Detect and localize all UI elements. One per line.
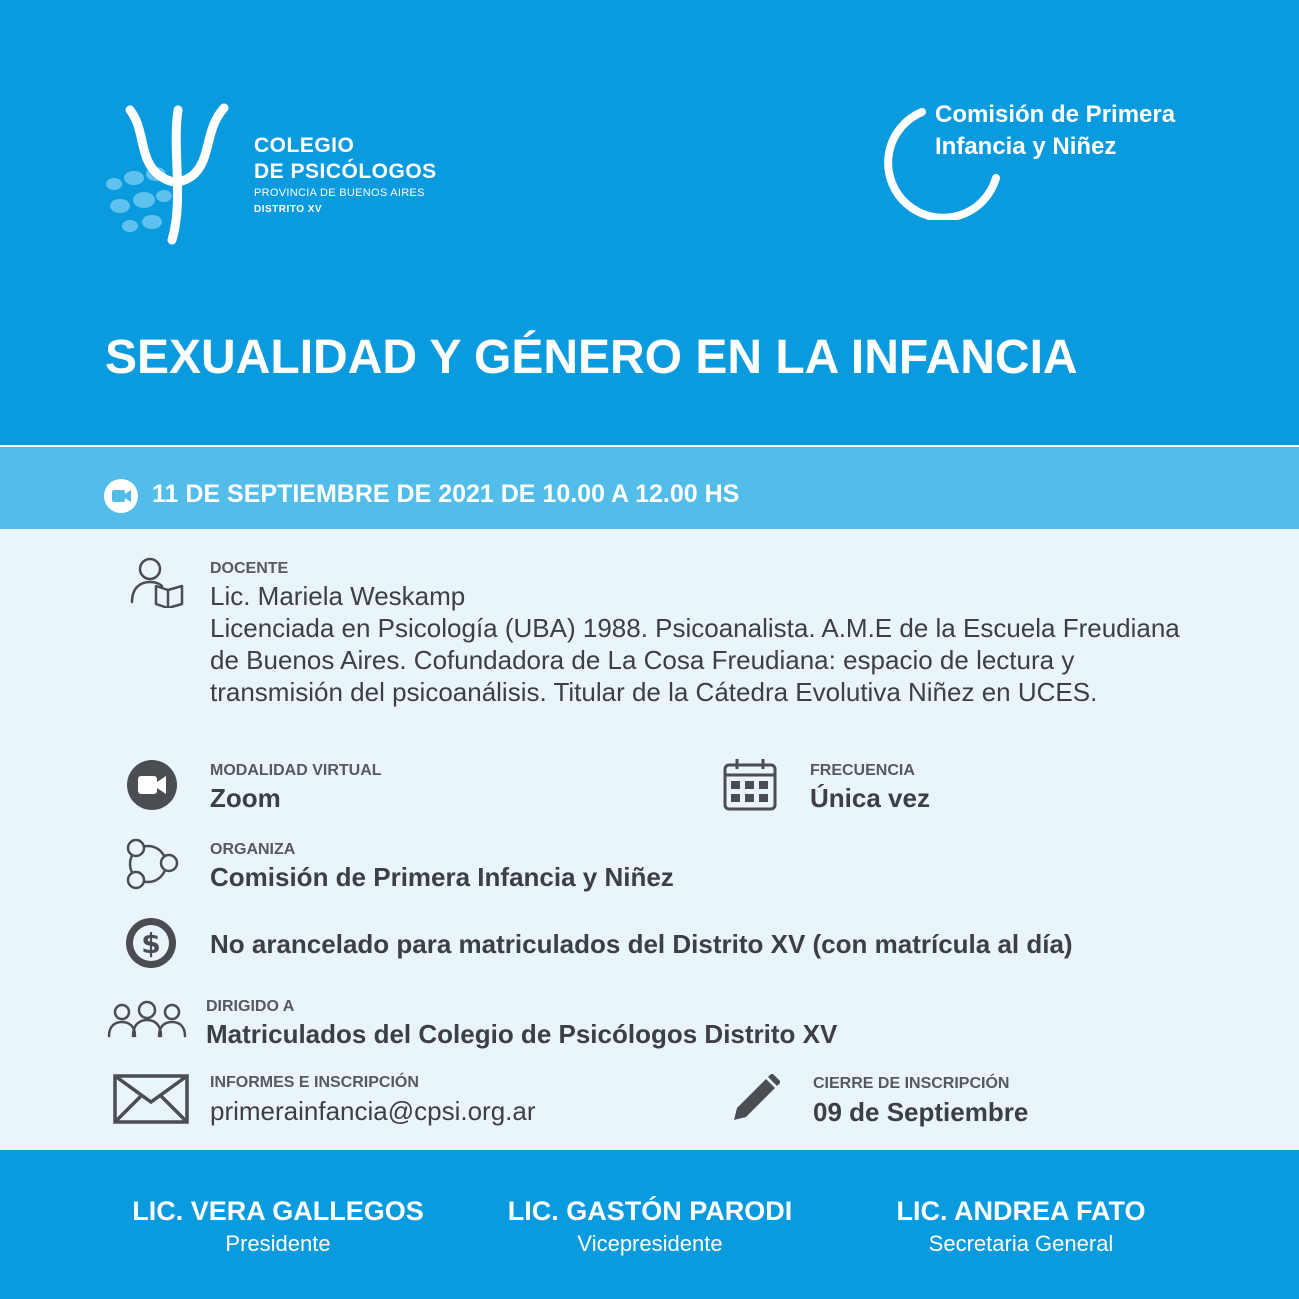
signatory-role: Presidente: [225, 1231, 331, 1256]
dollar-icon: [124, 916, 178, 970]
teacher-icon: [128, 556, 186, 608]
video-camera-icon: [104, 479, 138, 513]
comision-line-2: Infancia y Niñez: [935, 133, 1117, 160]
calendar-icon: [722, 758, 778, 812]
logo-line-provincia: PROVINCIA DE BUENOS AIRES: [254, 187, 425, 199]
psi-icon: [100, 100, 240, 250]
frecuencia-label: FRECUENCIA: [810, 762, 915, 779]
signatory-name: LIC. ANDREA FATO: [896, 1196, 1146, 1226]
logo-line-colegio: COLEGIO: [254, 134, 355, 157]
frecuencia-value: Única vez: [810, 783, 930, 813]
video-camera-icon: [127, 760, 177, 810]
modalidad-value: Zoom: [210, 783, 281, 813]
arancel-value: No arancelado para matriculados del Distrito XV (con matrícula al día): [210, 929, 1073, 959]
signatory-name: LIC. VERA GALLEGOS: [132, 1196, 424, 1226]
cierre-label: CIERRE DE INSCRIPCIÓN: [813, 1075, 1010, 1092]
informes-email[interactable]: primerainfancia@cpsi.org.ar: [210, 1096, 536, 1126]
pencil-icon: [732, 1074, 780, 1122]
group-icon: [106, 1000, 188, 1042]
dirigido-label: DIRIGIDO A: [206, 998, 295, 1015]
colegio-logo: [100, 100, 240, 250]
signatory-role: Vicepresidente: [577, 1231, 723, 1256]
comision-line-1: Comisión de Primera: [935, 101, 1176, 128]
informes-label: INFORMES E INSCRIPCIÓN: [210, 1074, 419, 1091]
organiza-value: Comisión de Primera Infancia y Niñez: [210, 862, 674, 892]
cierre-value: 09 de Septiembre: [813, 1097, 1029, 1127]
event-title: SEXUALIDAD Y GÉNERO EN LA INFANCIA: [105, 331, 1078, 384]
logo-line-psicologos: DE PSICÓLOGOS: [254, 160, 437, 183]
docente-description: Licenciada en Psicología (UBA) 1988. Psicoanalista. A.M.E de la Escuela Freudiana de Buenos Aires. Cofundadora de La Cosa Freudiana: espacio de lectura y transmisión del psicoanálisis. Titular de la Cátedra Evolutiva Niñez en UCES.: [210, 613, 1180, 707]
docente-label: DOCENTE: [210, 560, 289, 577]
event-date: 11 DE SEPTIEMBRE DE 2021 DE 10.00 A 12.00 HS: [152, 480, 740, 508]
logo-line-distrito: DISTRITO XV: [254, 204, 323, 215]
modalidad-label: MODALIDAD VIRTUAL: [210, 762, 382, 779]
envelope-icon: [113, 1074, 189, 1124]
signatory-role: Secretaria General: [928, 1231, 1114, 1256]
organiza-label: ORGANIZA: [210, 841, 296, 858]
svg-text:$: $: [141, 927, 161, 960]
signatory-name: LIC. GASTÓN PARODI: [507, 1196, 793, 1226]
network-icon: [122, 838, 180, 890]
docente-name: Lic. Mariela Weskamp: [210, 581, 466, 611]
dirigido-value: Matriculados del Colegio de Psicólogos Distrito XV: [206, 1019, 838, 1049]
